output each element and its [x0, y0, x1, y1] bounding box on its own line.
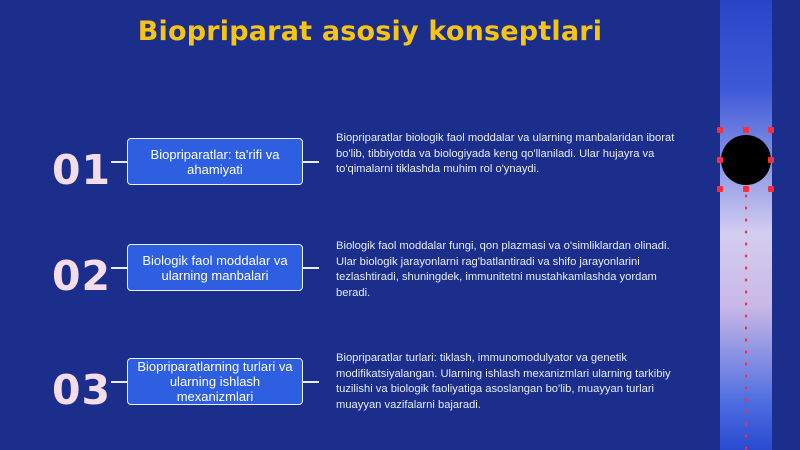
item-label-box[interactable]: [127, 244, 303, 291]
selected-circle-shape[interactable]: [721, 135, 771, 185]
resize-handle[interactable]: [743, 186, 749, 192]
resize-handle[interactable]: [743, 127, 749, 133]
connector-line: [111, 161, 127, 163]
item-label-box[interactable]: [127, 358, 303, 405]
item-description: Biopriparatlar biologik faol moddalar va ularning manbalaridan iborat bo'lib, tibbiyotda va biologiyada keng qo'llaniladi. Ular hujayra va to'qimalarni tiklashda muhim rol o'ynaydi.: [336, 132, 675, 175]
item-label: Biologik faol moddalar va ularning manbalari: [142, 252, 288, 283]
connector-line: [111, 381, 127, 383]
resize-handle[interactable]: [768, 157, 774, 163]
slide-title: Biopriparat asosiy konseptlari: [137, 16, 603, 47]
resize-handle[interactable]: [717, 186, 723, 192]
item-number: 02: [52, 252, 112, 300]
item-number: 01: [52, 146, 112, 194]
item-label: Biopriparatlarning turlari va ularning ishlash mexanizmlari: [137, 359, 293, 404]
item-number: 03: [52, 366, 112, 414]
connector-line: [303, 267, 319, 269]
item-description: Biologik faol moddalar fungi, qon plazmasi va o'simliklardan olinadi. Ular biologik jarayonlarni rag'batlantiradi va shifo jarayonlarini tezlashtiradi, shuningdek, immunitetni mustahkamlashda yordam beradi.: [336, 240, 670, 299]
resize-handle[interactable]: [768, 127, 774, 133]
resize-handle[interactable]: [717, 157, 723, 163]
connector-line: [303, 161, 319, 163]
item-label: Biopriparatlar: ta'rifi va ahamiyati: [150, 146, 280, 177]
resize-handle[interactable]: [717, 127, 723, 133]
connector-line: [111, 267, 127, 269]
connector-line: [303, 381, 319, 383]
item-description: Biopriparatlar turlari: tiklash, immunomodulyator va genetik modifikatsiyalangan. Ularning ishlash mexanizmlari ularning tarkibiy tuzilishi va biologik faoliyatiga asoslangan bo'lib, muayyan turlari muayyan vazifalarni bajaradi.: [336, 352, 671, 411]
item-label-box[interactable]: [127, 138, 303, 185]
resize-handle[interactable]: [768, 186, 774, 192]
